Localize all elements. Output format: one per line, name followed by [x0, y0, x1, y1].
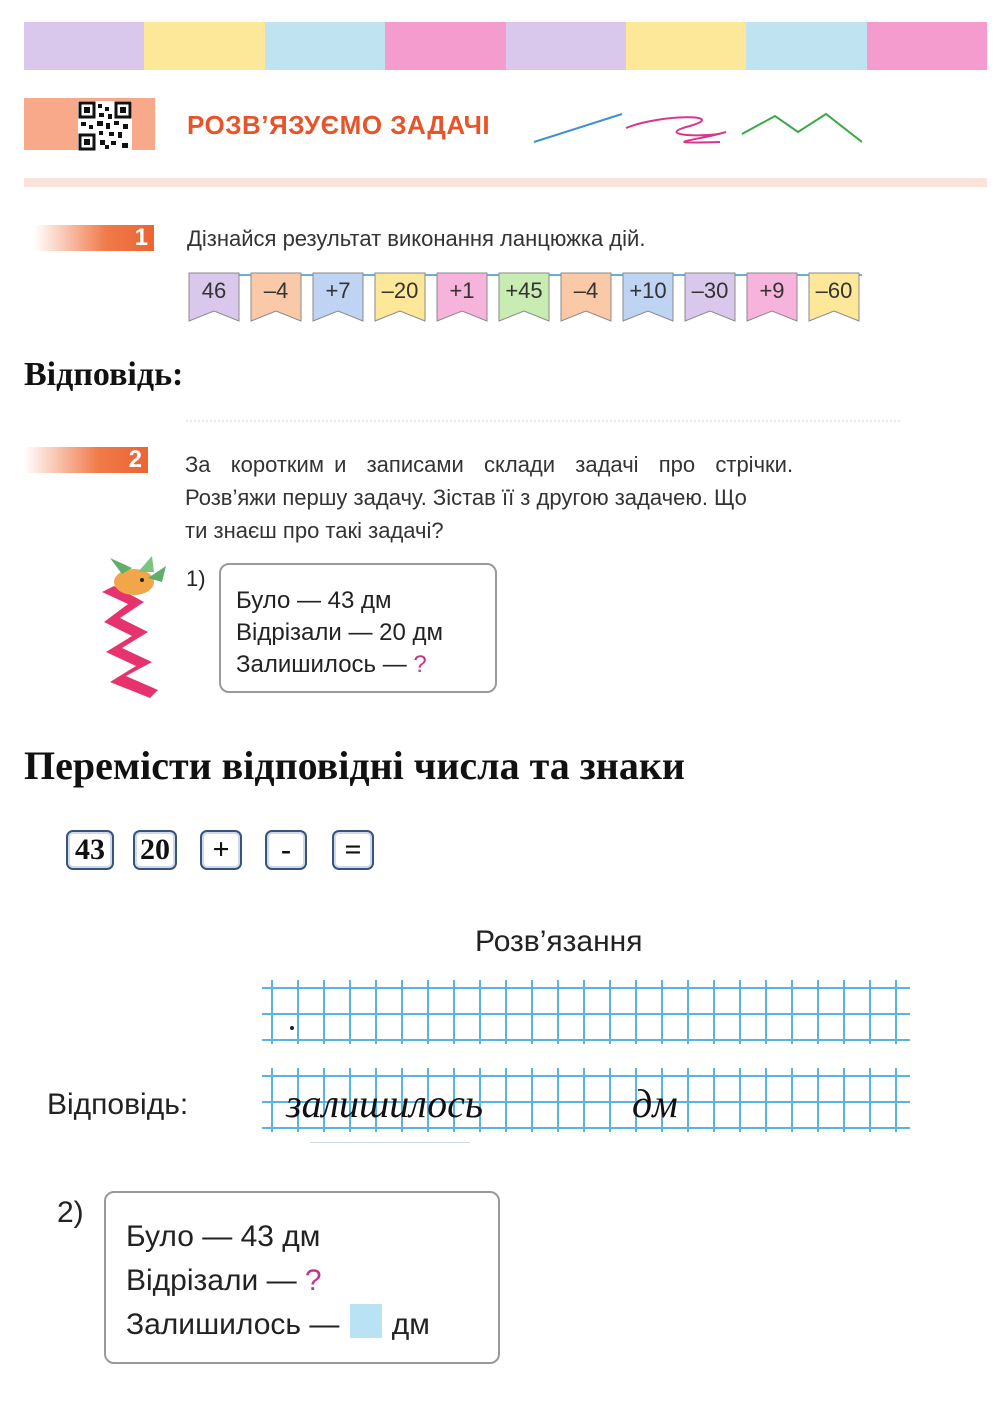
- flag-item: [374, 272, 426, 322]
- drag-tile-minus[interactable]: -: [265, 830, 307, 870]
- solution-grid[interactable]: [262, 980, 914, 1044]
- answer-underline: [310, 1142, 470, 1143]
- note-line: Було — 43 дм: [236, 587, 392, 614]
- flag-label: +10: [629, 278, 667, 303]
- flag-label: –20: [381, 278, 419, 303]
- flag-item: [684, 272, 736, 322]
- color-strip-segment: [385, 22, 505, 70]
- task-2-line: Розв’яжи першу задачу. Зістав її з другою задачею. Що: [185, 485, 747, 510]
- task-2-text: [185, 448, 900, 547]
- drag-tile-equals[interactable]: =: [332, 830, 374, 870]
- flag-item: [498, 272, 550, 322]
- header-divider: [24, 178, 987, 187]
- task-number: 1: [134, 224, 148, 251]
- question-mark: ?: [304, 1264, 322, 1297]
- flag-item: [746, 272, 798, 322]
- qr-code-icon: [78, 101, 132, 151]
- flag-item: [622, 272, 674, 322]
- answer-word: залишилось: [286, 1081, 484, 1126]
- task-2-line: ти знаєш про такі задачі?: [185, 518, 444, 543]
- dotted-separator: [186, 420, 900, 422]
- color-strip-segment: [626, 22, 746, 70]
- task-2-line: За коротким и записами склади задачі про стрічки.: [185, 452, 794, 477]
- color-strip-segment: [265, 22, 385, 70]
- blank-answer-box[interactable]: [350, 1304, 382, 1338]
- note-line: Відрізали — ?: [126, 1264, 322, 1297]
- flag-label: –30: [691, 278, 729, 303]
- flag-item: [312, 272, 364, 322]
- note-line: Відрізали — 20 дм: [236, 619, 443, 646]
- flag-label: +9: [759, 278, 785, 303]
- color-strip-segment: [867, 22, 987, 70]
- instruction-heading: Перемісти відповідні числа та знаки: [24, 743, 685, 788]
- note-line: Було — 43 дм: [126, 1220, 321, 1253]
- note-line: Залишилось — ?: [236, 651, 427, 678]
- ribbon-bird-icon: [92, 552, 172, 702]
- task-number-badge: [34, 225, 154, 251]
- task-1-text: Дізнайся результат виконання ланцюжка дій.: [187, 226, 646, 251]
- drag-tile-20[interactable]: 20: [133, 830, 177, 870]
- note-line: Залишилось — дм: [126, 1303, 430, 1347]
- problem-2-marker: 2): [57, 1196, 84, 1229]
- flag-label: 46: [201, 278, 227, 303]
- solution-answer-label: Відповідь:: [47, 1088, 189, 1121]
- task-number: 2: [128, 446, 142, 473]
- flag-label: –60: [815, 278, 853, 303]
- color-strip-segment: [24, 22, 144, 70]
- problem-2-note: [104, 1191, 500, 1364]
- answer-label: Відповідь:: [24, 356, 184, 393]
- decorative-ribbons-icon: [530, 104, 870, 154]
- solution-title: Розв’язання: [475, 925, 643, 958]
- problem-1-marker: 1): [186, 566, 206, 591]
- question-mark: ?: [413, 651, 427, 678]
- color-strip-segment: [506, 22, 626, 70]
- flag-item: [808, 272, 860, 322]
- flag-item: [436, 272, 488, 322]
- color-strip-segment: [144, 22, 264, 70]
- answer-unit: дм: [632, 1081, 678, 1126]
- color-strip: [24, 22, 987, 70]
- flag-label: –4: [263, 278, 289, 303]
- task-number-badge: [24, 447, 148, 473]
- flag-label: +1: [449, 278, 475, 303]
- drag-tile-43[interactable]: 43: [66, 830, 114, 870]
- flag-label: +45: [505, 278, 543, 303]
- flag-label: –4: [573, 278, 599, 303]
- color-strip-segment: [746, 22, 866, 70]
- flag-item: [560, 272, 612, 322]
- problem-1-note: [219, 563, 497, 693]
- section-title: РОЗВ’ЯЗУЄМО ЗАДАЧІ: [187, 110, 491, 140]
- flag-item: [250, 272, 302, 322]
- grid-dot: [290, 1026, 294, 1030]
- flag-label: +7: [325, 278, 351, 303]
- drag-tile-plus[interactable]: +: [200, 830, 242, 870]
- flag-item: [188, 272, 240, 322]
